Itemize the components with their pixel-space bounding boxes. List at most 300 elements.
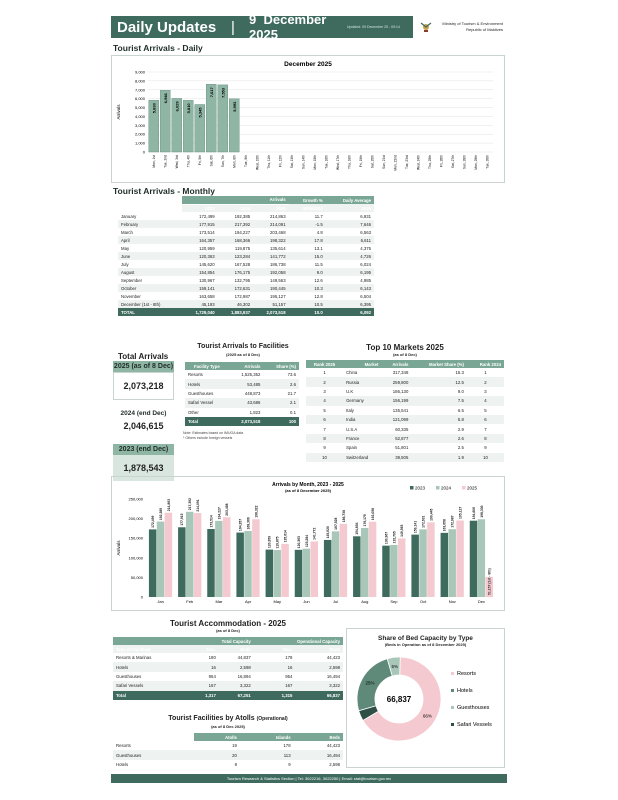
government-emblem-icon — [413, 16, 439, 38]
monthly-x-tick: Dec — [477, 599, 485, 604]
daily-bar-label: 5,830 — [151, 103, 157, 114]
bed-share-subtitle: (Beds in Operation as of 8 December 2025) — [384, 642, 467, 647]
donut-slice-label: 5% — [391, 663, 399, 669]
monthly-bar-label: 172,631 — [421, 515, 426, 528]
monthly-bar — [340, 524, 347, 597]
table-total-row — [118, 308, 374, 316]
table-cell: 172,987 — [234, 293, 251, 299]
monthly-bar-label: 123,284 — [304, 534, 309, 548]
table-cell: 21.7 — [287, 390, 296, 396]
table-cell: 17.8 — [289, 236, 326, 244]
table-cell: 10.0 — [289, 308, 326, 316]
total-2023-label: 2023 (end Dec) — [113, 444, 174, 455]
table-cell: 194,227 — [234, 229, 251, 235]
table-cell: Other — [188, 409, 199, 415]
table-cell: 13.1 — [314, 245, 323, 251]
table-row — [118, 252, 374, 260]
table-cell: 141,772 — [253, 252, 288, 260]
table-cell: 176,175 — [218, 268, 253, 276]
table-cell: Russia — [343, 377, 381, 386]
arrivals-group-header: Arrivals — [182, 196, 288, 204]
report-date: 9 December 2025 — [249, 12, 327, 42]
table-cell: 53,485 — [229, 379, 264, 388]
table-cell: Hotels — [113, 662, 188, 671]
table-cell: April — [118, 236, 182, 244]
table-cell: 16 — [188, 662, 219, 671]
table-cell: 10.3 — [289, 284, 326, 292]
table-row — [306, 387, 504, 396]
table-cell: January — [121, 213, 137, 219]
table-cell: 2.6 — [263, 379, 299, 388]
monthly-bar-label: 149,563 — [400, 524, 405, 537]
table-cell: 16 — [254, 662, 296, 671]
monthly-bar — [324, 540, 331, 597]
monthly-bar — [281, 544, 288, 597]
monthly-bar-label: 168,366 — [246, 517, 251, 530]
daily-x-tick: Sat, 13th — [289, 155, 294, 169]
monthly-bar-label: 163,658 — [442, 519, 447, 532]
monthly-bar-label: 198,330 — [479, 505, 484, 518]
monthly-bar-label: 130,967 — [384, 531, 389, 545]
monthly-x-tick: Jul — [333, 599, 339, 604]
table-cell: 6,611 — [326, 236, 374, 244]
daily-x-tick: Sat, 27th — [450, 155, 455, 169]
monthly-x-tick: Aug — [361, 599, 369, 604]
daily-y-tick: 9,000 — [134, 69, 145, 75]
table-cell: Italy — [346, 407, 354, 413]
donut-legend-swatch — [451, 706, 454, 709]
table-cell: 1 — [323, 370, 326, 376]
monthly-bar — [303, 549, 310, 597]
table-cell: 6.5 — [457, 407, 464, 413]
table-cell: 132,795 — [234, 277, 251, 283]
monthly-y-axis-label: Arrivals — [116, 540, 121, 556]
table-cell: 123,284 — [218, 252, 253, 260]
monthly-bar — [244, 531, 251, 597]
table-row — [113, 672, 343, 681]
table-cell: Guesthouses — [188, 390, 214, 396]
monthly-bar-label: 132,795 — [392, 531, 397, 544]
daily-x-tick: Sun, 28th — [462, 155, 467, 170]
table-cell: 121,099 — [381, 415, 411, 424]
table-cell: 3 — [323, 388, 326, 394]
table-cell: Total — [113, 691, 188, 700]
facilities-footnote: * Others include foreign vessels — [183, 436, 233, 440]
table-row — [113, 681, 343, 690]
table-row — [306, 453, 504, 462]
monthly-bar-label: 135,614 — [283, 530, 288, 543]
table-cell: 113 — [240, 750, 294, 759]
table-cell: 135,541 — [392, 407, 409, 413]
monthly-bar — [419, 529, 426, 597]
table-cell: 9 — [323, 445, 326, 451]
donut-legend-label: Guesthouses — [457, 705, 490, 711]
daily-bar-label: 6,029 — [174, 101, 180, 112]
daily-y-axis-label: Arrivals — [116, 104, 121, 120]
monthly-bar — [411, 535, 418, 597]
daily-x-tick: Sat, 20th — [370, 155, 375, 169]
daily-y-tick: 3,000 — [134, 122, 145, 128]
table-cell: 4.8 — [316, 229, 323, 235]
table-cell: 177,915 — [182, 220, 217, 228]
table-cell: 120,363 — [182, 252, 217, 260]
table-cell: 6,504 — [360, 293, 371, 299]
table-cell: 44,837 — [237, 655, 251, 661]
monthly-bar — [441, 533, 448, 597]
daily-chart-title: December 2025 — [284, 61, 332, 68]
table-cell: 9.0 — [289, 268, 326, 276]
monthly-bar — [215, 521, 222, 597]
table-cell: October — [118, 284, 182, 292]
table-row — [118, 284, 374, 292]
table-cell: 186,738 — [270, 261, 286, 267]
facilities-note: Note: Estimates based on IMUGA data — [183, 431, 244, 435]
table-cell: 6,931 — [360, 213, 371, 219]
table-cell: 16,494 — [326, 673, 340, 679]
monthly-bar — [456, 521, 463, 597]
monthly-x-tick: Apr — [244, 599, 252, 604]
table-cell: 6,395 — [326, 300, 374, 308]
daily-x-tick: Tue, 23rd — [404, 155, 409, 169]
monthly-x-tick: Jun — [303, 599, 310, 604]
table-cell: 6,195 — [326, 268, 374, 276]
monthly-bar — [273, 550, 280, 597]
table-cell: 4,726 — [326, 252, 374, 260]
table-row — [118, 236, 374, 244]
accommodation-title: Tourist Accommodation - 2025 — [169, 619, 287, 628]
table-cell: 44,423 — [326, 743, 340, 749]
monthly-x-tick: Oct — [419, 599, 427, 604]
legend-label: 2024 — [441, 485, 452, 491]
table-cell: 4 — [306, 396, 343, 405]
table-cell: 6,563 — [360, 229, 371, 235]
table-cell: 4 — [467, 396, 504, 405]
monthly-y-tick: 0 — [140, 594, 143, 600]
table-cell: 198,322 — [253, 236, 288, 244]
legend-label: 2023 — [415, 485, 426, 491]
daily-x-tick: Sun, 21st — [381, 155, 386, 169]
table-cell: France — [343, 434, 381, 443]
table-cell: 149,563 — [270, 277, 286, 283]
table-cell: 16,894 — [237, 673, 251, 679]
monthly-bar-label: 194,606 — [471, 506, 476, 520]
table-cell: 167,528 — [234, 261, 251, 267]
daily-x-tick: Thu, 25th — [427, 155, 432, 169]
monthly-bar — [332, 531, 339, 597]
daily-bar-label: 5,345 — [197, 107, 203, 118]
table-cell: 172,499 — [199, 213, 215, 219]
daily-x-tick: Thu, 18th — [347, 155, 352, 169]
monthly-chart-panel — [111, 476, 505, 611]
table-cell: 1 — [484, 370, 487, 376]
table-cell: 0.1 — [290, 409, 296, 415]
table-cell: 44,423 — [326, 655, 340, 661]
table-cell: U.K — [346, 388, 354, 394]
table-cell: 173,514 — [199, 229, 215, 235]
table-cell: June — [118, 252, 182, 260]
table-cell: February — [118, 220, 182, 228]
monthly-bar-label: 145,620 — [326, 526, 331, 539]
table-cell: September — [121, 277, 143, 283]
monthly-table: Arrivals Growth % Daily Average 2023 2024 2025 2025/2024 2025 January 172,499 192,385 214,863 11.7 6,931 February 177,915 217,392 214,091 -1.5 7,646 March 173,514 194,227 203,468 4.8 6,563 April 164,357 168,366 198,322 17.8 6,611 May 120,959 119,875 135,614 13.1 4,375 June 120,363 123,284 141,772 15.0 4,726 July 145,620 167,528 186,738 11.5 6,024 August 154,854 176,175 192,058 9.0 6,195 September 130,967 132,795 149,563 12.6 4,985 October 159,141 172,631 190,445 10.3 6,143 November 163,658 172,987 195,127 12.8 6,504 December (1st - 8th) 45,193 46,302 51,157 10.5 6,395 TOTAL 1,729,040 1,883,937 2,073,518 10.0 6,092 — [118, 196, 374, 316]
table-cell: 5 — [484, 407, 487, 413]
table-cell: 51,801 — [395, 445, 409, 451]
donut-legend-label: Hotels — [457, 688, 473, 694]
table-row — [113, 741, 343, 750]
daily-x-tick: Fri, 26th — [439, 155, 444, 168]
total-2024-value: 2,046,615 — [123, 421, 164, 431]
atolls-subtitle: (as of 8 Dec 2025) — [211, 724, 245, 729]
monthly-bar — [311, 541, 318, 597]
table-cell: 1,883,937 — [218, 308, 253, 316]
table-cell: 192,385 — [234, 213, 251, 219]
daily-bar-label: 6,946 — [162, 93, 168, 104]
table-cell: 3,322 — [219, 681, 254, 690]
table-cell: 168,366 — [218, 236, 253, 244]
monthly-bar-label: 217,392 — [188, 498, 193, 511]
total-2024-label: 2024 (end Dec) — [113, 408, 174, 419]
monthly-x-tick: Feb — [186, 599, 194, 604]
daily-x-tick: Fri, 12th — [278, 155, 283, 168]
daily-x-tick: Wed, 10th — [255, 155, 260, 170]
table-total-row — [185, 417, 299, 426]
table-cell: 73.6 — [287, 372, 296, 378]
page-title: Daily Updates — [117, 18, 217, 36]
daily-y-tick: 4,000 — [134, 113, 145, 119]
daily-y-tick: 6,000 — [134, 96, 145, 102]
monthly-chart-title: Arrivals by Month, 2023 - 2025 — [272, 482, 344, 488]
monthly-bar-label: 190,445 — [429, 508, 434, 521]
table-cell: 19 — [232, 743, 237, 749]
table-cell: 317,348 — [392, 370, 409, 376]
table-row — [185, 389, 299, 398]
table-cell: 11.7 — [314, 213, 323, 219]
daily-x-tick: Tue, 30th — [485, 155, 490, 169]
table-cell: 7,646 — [326, 220, 374, 228]
table-row — [118, 212, 374, 220]
table-cell: 192,058 — [253, 268, 288, 276]
donut-legend-swatch — [451, 689, 454, 692]
table-cell: 3,322 — [295, 681, 343, 690]
table-cell: Safari Vessel — [185, 398, 229, 407]
monthly-x-tick: Sep — [390, 599, 398, 604]
table-cell: 2,073,518 — [229, 417, 264, 426]
monthly-bar-label: 192,058 — [370, 507, 375, 521]
monthly-bar — [149, 529, 156, 597]
monthly-bar-label: 167,528 — [333, 517, 338, 530]
table-cell: 12.6 — [314, 277, 323, 283]
daily-x-tick: Mon, 1st — [151, 155, 156, 168]
table-cell: 2.9 — [457, 426, 464, 432]
monthly-bar — [390, 545, 397, 597]
table-row — [118, 260, 374, 268]
table-cell: 180 — [208, 655, 216, 661]
table-cell: May — [121, 245, 130, 251]
table-row — [113, 750, 343, 759]
table-row — [306, 368, 504, 377]
daily-x-tick: Sat, 6th — [209, 155, 214, 167]
facilities-table: Facility Type Arrivals Share (%) Resorts 1,525,352 73.6 Hotels 53,485 2.6 Guesthouses 448,873 21.7 Safari Vessel 43,686 2.1 Other 1,823 0.1 Total 2,073,518 100 — [185, 362, 299, 426]
table-cell: 156,199 — [381, 396, 411, 405]
table-cell: 6 — [306, 415, 343, 424]
monthly-bar-label: 119,875 — [275, 536, 280, 549]
daily-x-tick: Mon, 15th — [312, 155, 317, 170]
table-cell: 954 — [285, 673, 293, 679]
table-cell: 6 — [467, 415, 504, 424]
daily-y-tick: 8,000 — [134, 78, 145, 84]
bed-share-title: Share of Bed Capacity by Type — [378, 635, 473, 642]
table-cell: 7 — [323, 426, 326, 432]
table-cell: 7 — [484, 426, 487, 432]
total-2025-label: 2025 (as of 8 Dec) — [113, 363, 174, 370]
daily-x-tick: Thu, 4th — [186, 155, 191, 168]
table-cell: 5.8 — [411, 415, 467, 424]
table-cell: 51,157 — [253, 300, 288, 308]
top10-table: Rank 2025 Market Arrivals Market Share (%) Rank 2024 1 China 317,348 15.3 1 2 Russia 259,800 12.5 2 3 U.K 186,130 9.0 3 4 Germany 156,199 7.5 4 5 Italy 135,541 6.5 5 6 India 121,099 5.8 6 7 U.S.A 60,335 2.9 7 8 France 52,877 2.6 8 9 Spain 51,801 2.5 9 10 Switzerland 39,505 1.9 10 — [306, 360, 504, 462]
table-cell: 448,873 — [244, 390, 261, 396]
daily-x-tick: Tue, 9th — [243, 155, 248, 167]
monthly-bar — [252, 519, 259, 597]
monthly-bar — [236, 533, 243, 597]
daily-bar-label: 5,993 — [231, 101, 237, 112]
monthly-bar — [478, 519, 485, 597]
daily-section-title: Tourist Arrivals - Daily — [113, 43, 203, 53]
table-cell: 2,598 — [295, 662, 343, 671]
daily-y-tick: 2,000 — [134, 131, 145, 137]
table-cell: 6,024 — [360, 261, 371, 267]
table-cell: 1,729,040 — [182, 308, 217, 316]
total-2025-value: 2,073,218 — [113, 372, 174, 400]
table-cell: 159,141 — [182, 284, 217, 292]
monthly-bar — [223, 517, 230, 597]
table-cell: 167 — [188, 681, 219, 690]
table-cell: 9.0 — [457, 388, 464, 394]
daily-x-tick: Fri, 19th — [358, 155, 363, 168]
daily-y-tick: 0 — [142, 149, 145, 155]
monthly-bar-label: 195,127 — [458, 506, 463, 520]
monthly-y-tick: 100,000 — [128, 555, 143, 561]
table-row — [118, 220, 374, 228]
table-row — [113, 653, 343, 662]
table-cell: 214,091 — [253, 220, 288, 228]
daily-x-tick: Tue, 2nd — [163, 155, 168, 168]
monthly-bar-label: 120,363 — [296, 536, 301, 549]
table-cell: 10.5 — [289, 300, 326, 308]
table-cell: 11.5 — [314, 261, 323, 267]
monthly-bar-label: 203,468 — [225, 503, 230, 516]
table-cell: 3 — [484, 388, 487, 394]
table-cell: 186,130 — [392, 388, 409, 394]
table-cell: 190,445 — [253, 284, 288, 292]
monthly-section-title: Tourist Arrivals - Monthly — [113, 186, 216, 196]
monthly-bar — [369, 522, 376, 597]
monthly-y-tick: 50,000 — [130, 574, 143, 580]
table-row — [306, 424, 504, 433]
daily-arrivals-chart — [112, 56, 504, 182]
daily-x-tick: Tue, 16th — [324, 155, 329, 169]
facilities-subtitle: (2025 as of 8 Dec) — [226, 352, 260, 357]
atolls-table: Atolls Islands Beds Resorts 19 178 44,423 Guesthouses 20 113 16,494 Hotels 8 9 2,598 — [113, 733, 343, 769]
table-cell: 8 — [234, 761, 237, 767]
daily-x-tick: Mon, 8th — [232, 155, 237, 168]
table-row — [306, 396, 504, 405]
legend-swatch — [410, 486, 414, 490]
top10-title: Top 10 Markets 2025 — [366, 343, 444, 352]
table-cell: Resorts — [188, 372, 203, 378]
monthly-bar — [165, 513, 172, 597]
table-cell: Switzerland — [343, 453, 381, 462]
table-row — [185, 379, 299, 388]
accommodation-table: Total Capacity Operational Capacity Type of Facilities Nos. Beds Nos. Beds Resorts & Marinas 180 44,837 178 44,423 Hotels 16 2,598 16 2,598 Guesthouses 954 16,894 954 16,494 Safari Vessels 167 3,322 167 3,322 Total 1,317 67,251 1,315 66,837 — [113, 637, 343, 700]
table-cell: December (1st - 8th) — [118, 300, 182, 308]
monthly-bar-label: 164,357 — [238, 518, 243, 532]
monthly-bar — [361, 528, 368, 597]
daily-x-tick: Sun, 7th — [220, 155, 225, 168]
table-cell: 259,800 — [381, 377, 411, 386]
table-cell: 135,614 — [270, 245, 286, 251]
table-row — [306, 406, 504, 415]
table-cell: 45,193 — [182, 300, 217, 308]
table-cell: 119,875 — [234, 245, 251, 251]
monthly-bar — [194, 513, 201, 597]
table-cell: 1,525,352 — [241, 372, 261, 378]
table-cell: 120,959 — [199, 245, 215, 251]
bed-share-panel — [346, 628, 505, 768]
monthly-bar — [295, 550, 302, 597]
table-cell: 7.5 — [411, 396, 467, 405]
table-cell: November — [121, 293, 141, 299]
table-cell: 8 — [467, 434, 504, 443]
table-cell: 167 — [254, 681, 296, 690]
table-cell: 1.9 — [411, 453, 467, 462]
table-cell: 43,686 — [229, 398, 264, 407]
table-cell: 178 — [285, 655, 293, 661]
table-cell: 12.8 — [314, 293, 323, 299]
daily-x-tick: Wed, 3rd — [174, 155, 179, 169]
daily-y-tick: 1,000 — [134, 140, 145, 146]
table-cell: 954 — [208, 673, 216, 679]
monthly-bar — [470, 521, 477, 597]
monthly-bar-label: 198,322 — [254, 505, 259, 518]
daily-x-tick: Wed, 17th — [335, 155, 340, 170]
daily-y-tick: 5,000 — [134, 105, 145, 111]
table-cell: Resorts & Marinas — [116, 655, 152, 661]
table-cell: 16,494 — [294, 750, 343, 759]
monthly-y-tick: 250,000 — [128, 496, 143, 502]
monthly-bar-label: 176,175 — [363, 514, 368, 527]
footer-bar: Tourism Research & Statistics Section | Tel: 3022216, 3022250 | Email: stat@tourism.gov.mv — [111, 774, 507, 783]
table-row — [306, 443, 504, 452]
table-cell: Spain — [346, 445, 358, 451]
table-cell: -1.5 — [289, 220, 326, 228]
table-cell: 203,468 — [270, 229, 286, 235]
daily-x-tick: Wed, 24th — [416, 155, 421, 170]
table-cell: 2,598 — [219, 662, 254, 671]
monthly-bar — [427, 522, 434, 597]
table-row — [113, 662, 343, 671]
table-total-row — [113, 691, 343, 700]
table-cell: 10 — [306, 453, 343, 462]
table-cell: Germany — [343, 396, 381, 405]
table-cell: 195,127 — [270, 293, 286, 299]
legend-swatch — [462, 486, 466, 490]
table-cell: 46,302 — [218, 300, 253, 308]
table-cell: 5 — [323, 407, 326, 413]
daily-average-header: Daily Average — [326, 196, 374, 204]
monthly-bar-label: 194,227 — [217, 507, 222, 520]
table-row — [118, 268, 374, 276]
table-row — [113, 760, 343, 769]
